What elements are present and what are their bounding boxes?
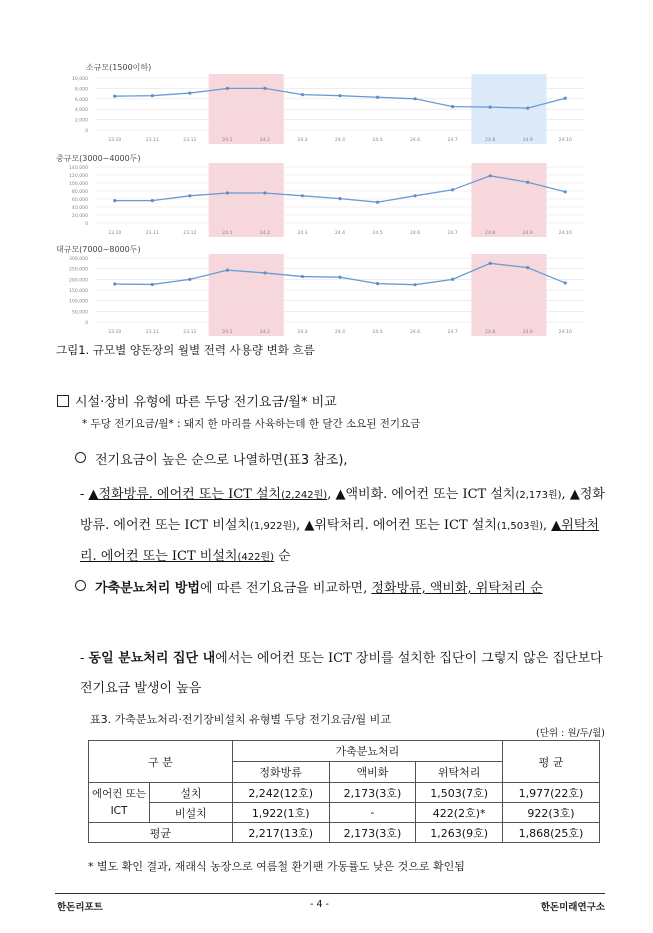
- data-point: [188, 91, 191, 94]
- data-point: [188, 194, 191, 197]
- checkbox-square-icon: [57, 395, 69, 407]
- chart-large: [56, 244, 596, 340]
- bullet-1: [75, 449, 348, 468]
- x-tick-label: 23.11: [145, 231, 159, 236]
- x-tick-label: 24.8: [485, 231, 496, 236]
- row-label: 비설치: [150, 803, 233, 823]
- header-category: 구 분: [89, 741, 233, 783]
- x-tick-label: 23.11: [145, 330, 159, 335]
- data-point: [489, 174, 492, 177]
- data-point: [413, 194, 416, 197]
- y-tick-label: 80,000: [71, 190, 88, 195]
- data-point: [263, 191, 266, 194]
- cell: -: [329, 803, 416, 823]
- rank-5: ▲위탁처리. 에어컨 또는 ICT 비설치: [80, 518, 599, 564]
- data-point: [526, 266, 529, 269]
- x-tick-label: 24.1: [222, 231, 233, 236]
- y-tick-label: 10,000: [71, 77, 88, 82]
- chart-title: 대규모(7000~8000두): [56, 245, 141, 254]
- chart-title: 소규모(1500이하): [86, 63, 152, 72]
- rank-4-value: (1,503원): [496, 521, 544, 532]
- dash-2: [80, 644, 605, 704]
- x-tick-label: 23.12: [183, 231, 197, 236]
- header-group: 가축분뇨처리: [232, 741, 502, 762]
- data-point: [338, 94, 341, 97]
- x-tick-label: 24.4: [334, 231, 346, 236]
- x-tick-label: 23.10: [108, 138, 122, 143]
- bullet-1-text: 전기요금이 높은 순으로 나열하면(표3 참조),: [95, 453, 348, 468]
- x-tick-label: 24.6: [409, 330, 421, 335]
- x-tick-label: 24.9: [522, 138, 533, 143]
- chart-small-svg: [56, 62, 596, 154]
- table-title: 표3. 가축분뇨처리·전기장비설치 유형별 두당 전기요금/월 비교: [90, 713, 391, 726]
- separator: ,: [296, 518, 305, 533]
- x-tick-label: 24.10: [558, 138, 572, 143]
- data-point: [113, 282, 116, 285]
- data-point: [338, 197, 341, 200]
- y-tick-label: 0: [85, 321, 88, 326]
- header-average: 평 균: [503, 741, 600, 783]
- y-tick-label: 50,000: [71, 310, 88, 316]
- x-tick-label: 23.12: [183, 138, 197, 143]
- chart-medium-svg: [56, 153, 596, 245]
- x-tick-label: 23.12: [183, 330, 197, 335]
- highlight-band: [209, 254, 284, 336]
- x-tick-label: 23.11: [145, 138, 159, 143]
- data-point: [564, 281, 567, 284]
- y-tick-label: 150,000: [69, 289, 88, 294]
- chart-title: 중규모(3000~4000두): [56, 154, 141, 163]
- x-tick-label: 24.9: [522, 231, 533, 236]
- y-tick-label: 6,000: [74, 97, 88, 103]
- x-tick-label: 24.2: [259, 231, 271, 236]
- rank-4: ▲위탁처리. 에어컨 또는 ICT 설치: [304, 518, 497, 533]
- x-tick-label: 24.6: [409, 231, 421, 236]
- separator: ,: [327, 487, 336, 502]
- y-tick-label: 60,000: [71, 198, 88, 203]
- cell: 422(2호)*: [416, 803, 503, 823]
- data-point: [526, 107, 529, 110]
- data-point: [451, 188, 454, 191]
- footer-right: 한돈미래연구소: [540, 902, 605, 913]
- avg-label: 평균: [89, 823, 233, 843]
- cell: 1,868(25호): [503, 823, 600, 843]
- header-col: 정화방류: [232, 762, 329, 783]
- data-point: [301, 275, 304, 278]
- table-note: * 별도 확인 결과, 재래식 농장으로 여름철 환기팬 가동률도 낮은 것으로 확인됨: [88, 860, 465, 873]
- data-point: [564, 97, 567, 100]
- y-tick-label: 2,000: [74, 118, 88, 124]
- cell: 1,503(7호): [416, 783, 503, 803]
- section-heading: [57, 391, 337, 410]
- dash-mark: -: [80, 651, 89, 666]
- y-tick-label: 300,000: [69, 257, 88, 262]
- y-tick-label: 20,000: [71, 214, 88, 219]
- data-point: [451, 278, 454, 281]
- data-point: [226, 191, 229, 194]
- figure-caption: 그림1. 규모별 양돈장의 월별 전력 사용량 변화 흐름: [56, 343, 315, 357]
- table-row: [89, 783, 600, 803]
- highlight-band: [209, 163, 284, 237]
- row-label: 설치: [150, 783, 233, 803]
- cell: 2,173(3호): [329, 823, 416, 843]
- data-point: [151, 94, 154, 97]
- rank-3: ▲정화방류. 에어컨 또는 ICT 비설치: [80, 487, 605, 533]
- x-tick-label: 24.3: [297, 138, 308, 143]
- cell: 2,217(13호): [232, 823, 329, 843]
- data-point: [526, 181, 529, 184]
- x-tick-label: 23.10: [108, 231, 122, 236]
- x-tick-label: 24.4: [334, 330, 346, 335]
- cell: 922(3호): [503, 803, 600, 823]
- rank-5-value: (422원): [237, 552, 274, 563]
- footer-page: - 4 -: [310, 899, 329, 910]
- data-point: [489, 262, 492, 265]
- x-tick-label: 24.8: [485, 330, 496, 335]
- comparison-table: [88, 740, 600, 843]
- x-tick-label: 24.3: [297, 330, 308, 335]
- suffix: 순: [274, 549, 291, 564]
- footer-divider: [55, 893, 605, 894]
- dash-2-text: 에서는 에어컨 또는 ICT 장비를 설치한 집단이 그렇지 않은 집단보다 전기요금 발생이 높음: [80, 651, 603, 696]
- rank-1-value: (2,242원): [281, 490, 328, 501]
- rank-1: ▲정화방류. 에어컨 또는 ICT 설치: [88, 487, 282, 502]
- x-tick-label: 24.7: [447, 138, 458, 143]
- table-row-average: [89, 823, 600, 843]
- data-point: [113, 95, 116, 98]
- footer-left: 한돈리포트: [57, 902, 103, 913]
- table-unit: (단위 : 원/두/월): [536, 728, 605, 739]
- data-point: [263, 271, 266, 274]
- circle-bullet-icon: [75, 452, 86, 463]
- x-tick-label: 24.7: [447, 231, 458, 236]
- cell: 2,242(12호): [232, 783, 329, 803]
- x-tick-label: 24.4: [334, 138, 346, 143]
- y-tick-label: 40,000: [71, 206, 88, 211]
- cell: 1,922(1호): [232, 803, 329, 823]
- y-tick-label: 100,000: [69, 299, 88, 305]
- y-tick-label: 200,000: [69, 278, 88, 284]
- chart-medium: [56, 153, 596, 245]
- x-tick-label: 24.5: [372, 330, 383, 335]
- rank-2: ▲액비화. 에어컨 또는 ICT 설치: [335, 487, 516, 502]
- cell: 2,173(3호): [329, 783, 416, 803]
- x-tick-label: 24.9: [522, 330, 533, 335]
- y-tick-label: 120,000: [69, 174, 88, 179]
- data-point: [376, 282, 379, 285]
- data-point: [188, 278, 191, 281]
- data-point: [151, 283, 154, 286]
- x-tick-label: 24.6: [409, 138, 421, 143]
- y-tick-label: 0: [85, 129, 88, 134]
- cell: 1,977(22호): [503, 783, 600, 803]
- data-point: [151, 199, 154, 202]
- rank-3-value: (1,922원): [250, 521, 297, 532]
- x-tick-label: 24.8: [485, 138, 496, 143]
- data-point: [226, 87, 229, 90]
- y-tick-label: 4,000: [74, 108, 88, 114]
- bullet-2-bold: 가축분뇨처리 방법: [95, 581, 200, 596]
- x-tick-label: 24.3: [297, 231, 308, 236]
- data-point: [376, 201, 379, 204]
- rank-2-value: (2,173원): [515, 490, 562, 501]
- table-row: [89, 803, 600, 823]
- data-point: [113, 199, 116, 202]
- section-title: 시설·장비 유형에 따른 두당 전기요금/월* 비교: [75, 395, 337, 410]
- bullet-2-text: 에 따른 전기요금을 비교하면,: [200, 581, 372, 596]
- data-point: [226, 269, 229, 272]
- x-tick-label: 23.10: [108, 330, 122, 335]
- header-col: 위탁처리: [416, 762, 503, 783]
- chart-large-svg: [56, 244, 596, 340]
- data-point: [489, 106, 492, 109]
- x-tick-label: 24.2: [259, 330, 271, 335]
- separator: ,: [543, 518, 552, 533]
- dash-1: [80, 480, 605, 573]
- separator: ,: [561, 487, 570, 502]
- bullet-2-underlined: 정화방류, 액비화, 위탁처리 순: [371, 581, 543, 596]
- y-tick-label: 8,000: [74, 87, 88, 93]
- x-tick-label: 24.5: [372, 138, 383, 143]
- data-point: [301, 194, 304, 197]
- x-tick-label: 24.1: [222, 330, 233, 335]
- cell: 1,263(9호): [416, 823, 503, 843]
- bullet-2: [75, 574, 605, 604]
- data-point: [564, 190, 567, 193]
- x-tick-label: 24.1: [222, 138, 233, 143]
- dash-2-bold: 동일 분뇨처리 집단 내: [88, 651, 216, 666]
- header-col: 액비화: [329, 762, 416, 783]
- x-tick-label: 24.10: [558, 231, 572, 236]
- circle-bullet-icon: [75, 580, 86, 591]
- y-tick-label: 250,000: [69, 267, 88, 273]
- highlight-band: [471, 163, 546, 237]
- row-group-label: 에어컨 또는ICT: [89, 783, 150, 823]
- data-point: [338, 276, 341, 279]
- dash-mark: -: [80, 487, 89, 502]
- data-point: [376, 96, 379, 99]
- data-point: [301, 93, 304, 96]
- definition-note: * 두당 전기요금/월* : 돼지 한 마리를 사육하는데 한 달간 소요된 전기요금: [82, 418, 421, 430]
- data-point: [413, 283, 416, 286]
- data-point: [451, 105, 454, 108]
- data-point: [263, 87, 266, 90]
- y-tick-label: 100,000: [69, 182, 88, 187]
- x-tick-label: 24.10: [558, 330, 572, 335]
- x-tick-label: 24.7: [447, 330, 458, 335]
- data-point: [413, 97, 416, 100]
- x-tick-label: 24.5: [372, 231, 383, 236]
- y-tick-label: 140,000: [69, 166, 88, 171]
- x-tick-label: 24.2: [259, 138, 271, 143]
- y-tick-label: 0: [85, 222, 88, 227]
- chart-small: [56, 62, 596, 154]
